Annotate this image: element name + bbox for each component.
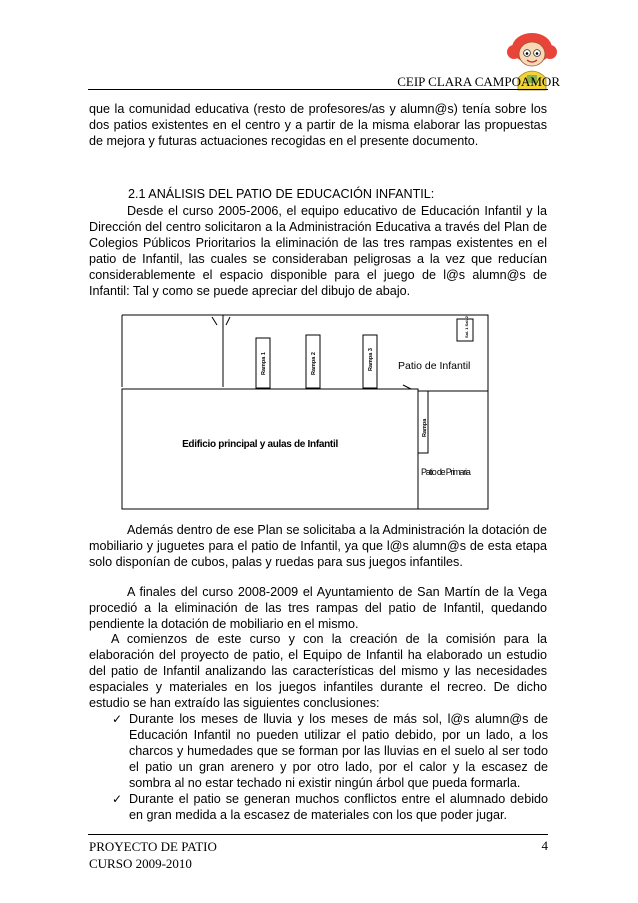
conclusions-list — [112, 711, 548, 823]
conclusion-text: Durante los meses de lluvia y los meses de más sol, l@s alumn@s de Educación Infantil no pueden utilizar el patio debido, por un lado, a los charcos y humedades que se forman por las lluvias en el suelo al ser todo el patio un gran arenero y por otro lado, por el calor y la escasez de sombra al no estar techado ni existir ningún árbol que pueda formarla. — [129, 712, 548, 790]
paragraph-history: Desde el curso 2005-2006, el equipo educativo de Educación Infantil y la Dirección del centro solicitaron a la Administración Educativa a través del Plan de Colegios Públicos Prioritarios la eliminación de las tres rampas existentes en el patio de Infantil, las cuales se consideraban peligrosas a la vez que reducían considerablemente el espacio disponible para el juego de l@s alumn@s de Infantil: Tal y como se puede apreciar del dibujo de abajo. — [89, 204, 547, 298]
check-icon: ✓ — [112, 792, 123, 806]
paragraph-ramps-removed: A finales del curso 2008-2009 el Ayuntamiento de San Martín de la Vega procedió a la eliminación de las tres rampas del patio de Infantil, quedando pendiente la dotación de mobiliario en el mismo. — [89, 585, 547, 631]
paragraph-furniture: Además dentro de ese Plan se solicitaba a la Administración la dotación de mobiliario y juguetes para el patio de Infantil, ya que l@s alumn@s de esta etapa solo disponían de cubos, palas y ruedas para sus juegos infantiles. — [89, 523, 547, 569]
conclusion-text: Durante el patio se generan muchos conflictos entre el alumnado debido en gran medida a la escasez de materiales con los que poder jugar. — [129, 792, 548, 822]
patio-infantil-label: Patio de Infantil — [398, 360, 471, 372]
ramp-3-label: Rampa 3 — [368, 348, 374, 371]
footer-course: CURSO 2009-2010 — [89, 856, 192, 871]
paragraph-intro: que la comunidad educativa (resto de profesores/as y alumn@s) tenía sobre los dos patios existentes en el centro y a partir de la misma elaborar las propuestas de mejora y futuras actuaciones recogidas en el presente documento. — [89, 102, 547, 148]
paragraph-study: A comienzos de este curso y con la creación de la comisión para la elaboración del proyecto de patio, el Equipo de Infantil ha elaborado un estudio del patio de Infantil analizando las características del mismo y las necesidades espaciales y materiales en los juegos infantiles durante el recreo. De dicho estudio se han extraído las siguientes conclusiones: — [89, 632, 547, 710]
footer-project-title: PROYECTO DE PATIO — [89, 839, 217, 854]
header-school: CEIP CLARA CAMPOAMOR — [397, 74, 560, 89]
patio-left-wall — [122, 315, 223, 387]
header-rule — [88, 89, 548, 90]
list-item — [112, 791, 548, 823]
page-number: 4 — [541, 838, 548, 853]
footer-project — [89, 838, 217, 872]
ramp-side-label: Rampa — [422, 418, 428, 437]
building-label: Edificio principal y aulas de Infantil — [182, 439, 338, 450]
footer-rule — [88, 834, 548, 835]
check-icon: ✓ — [112, 712, 123, 726]
patio-primaria-label: Patio de Primaria — [421, 467, 470, 477]
storage-box-label: Sal. 1 Sal. 2 — [464, 315, 469, 338]
section-heading: 2.1 ANÁLISIS DEL PATIO DE EDUCACIÓN INFANTIL: — [128, 187, 435, 201]
site-plan-diagram — [120, 305, 490, 511]
ramp-2-label: Rampa 2 — [311, 352, 317, 375]
list-item — [112, 711, 548, 791]
ramp-1-label: Rampa 1 — [261, 352, 267, 375]
